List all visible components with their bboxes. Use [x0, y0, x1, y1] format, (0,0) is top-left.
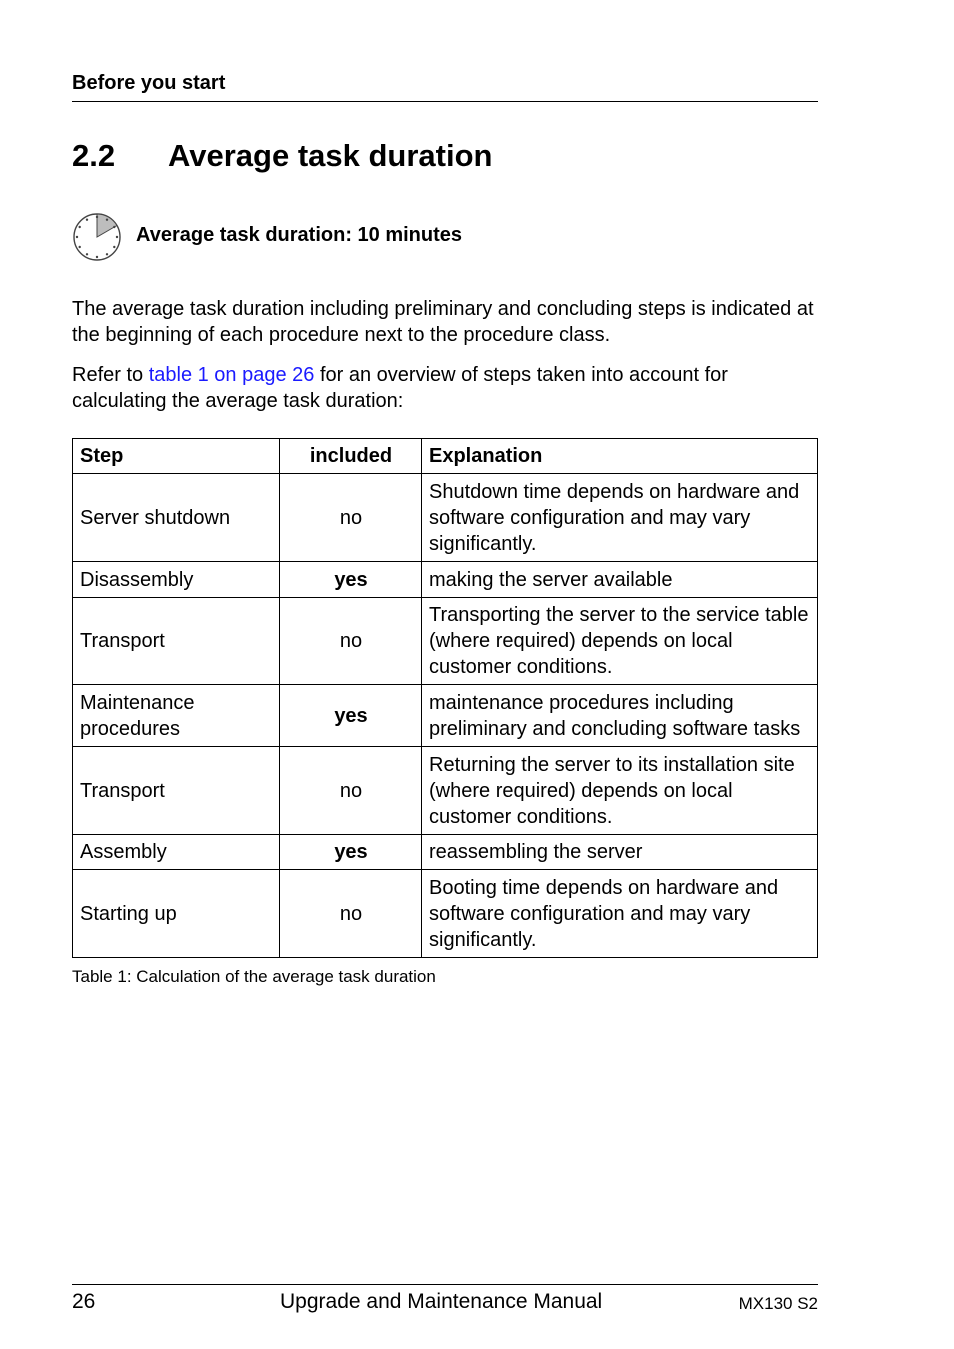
cell-explanation: Booting time depends on hardware and software configuration and may vary significantly.: [422, 870, 818, 958]
clock-icon: [72, 212, 122, 262]
section-title: Average task duration: [168, 138, 493, 173]
section-number: 2.2: [72, 138, 116, 173]
cell-step: Server shutdown: [73, 474, 280, 562]
cell-step: Transport: [73, 747, 280, 835]
table-row: [73, 685, 818, 747]
average-duration-label: Average task duration: 10 minutes: [136, 224, 463, 246]
table-row: [73, 598, 818, 685]
table-row: [73, 747, 818, 835]
cell-explanation: Returning the server to its installation site (where required) depends on local customer conditions.: [422, 747, 818, 835]
header-included: included: [280, 439, 422, 474]
footer-divider: [72, 1284, 818, 1285]
cell-included: no: [280, 870, 422, 958]
cell-included: yes: [280, 685, 422, 747]
intro-paragraph: The average task duration including preliminary and concluding steps is indicated at the beginning of each procedure next to the procedure class.: [72, 298, 814, 346]
cell-included: no: [280, 747, 422, 835]
table-row: [73, 870, 818, 958]
cell-explanation: Transporting the server to the service table (where required) depends on local customer conditions.: [422, 598, 818, 685]
cell-included: no: [280, 474, 422, 562]
cell-explanation: maintenance procedures including preliminary and concluding software tasks: [422, 685, 818, 747]
model-name: MX130 S2: [738, 1294, 818, 1313]
cell-included: yes: [280, 835, 422, 870]
cell-step: Maintenance procedures: [73, 685, 280, 747]
cell-step: Starting up: [73, 870, 280, 958]
cell-explanation: Shutdown time depends on hardware and software configuration and may vary significantly.: [422, 474, 818, 562]
task-duration-table: [72, 438, 818, 958]
reference-paragraph: [72, 362, 818, 414]
running-header: Before you start: [72, 72, 226, 94]
section-heading: [72, 138, 492, 174]
table-row: [73, 474, 818, 562]
table-row: [73, 835, 818, 870]
manual-title: Upgrade and Maintenance Manual: [280, 1290, 603, 1313]
cell-step: Transport: [73, 598, 280, 685]
page-number: 26: [72, 1290, 96, 1313]
reference-text-after: for an overview of steps taken into account for calculating the average task duration:: [72, 364, 728, 412]
cell-step: Assembly: [73, 835, 280, 870]
table-row: [73, 562, 818, 598]
cell-included: no: [280, 598, 422, 685]
cell-step: Disassembly: [73, 562, 280, 598]
cell-included: yes: [280, 562, 422, 598]
table-reference-link[interactable]: table 1 on page 26: [148, 364, 315, 386]
table-caption: Table 1: Calculation of the average task duration: [72, 967, 436, 986]
header-explanation: Explanation: [422, 439, 818, 474]
header-divider: [72, 101, 818, 102]
header-step: Step: [73, 439, 280, 474]
cell-explanation: reassembling the server: [422, 835, 818, 870]
reference-text-before: Refer to: [72, 364, 149, 386]
table-header-row: [73, 439, 818, 474]
cell-explanation: making the server available: [422, 562, 818, 598]
